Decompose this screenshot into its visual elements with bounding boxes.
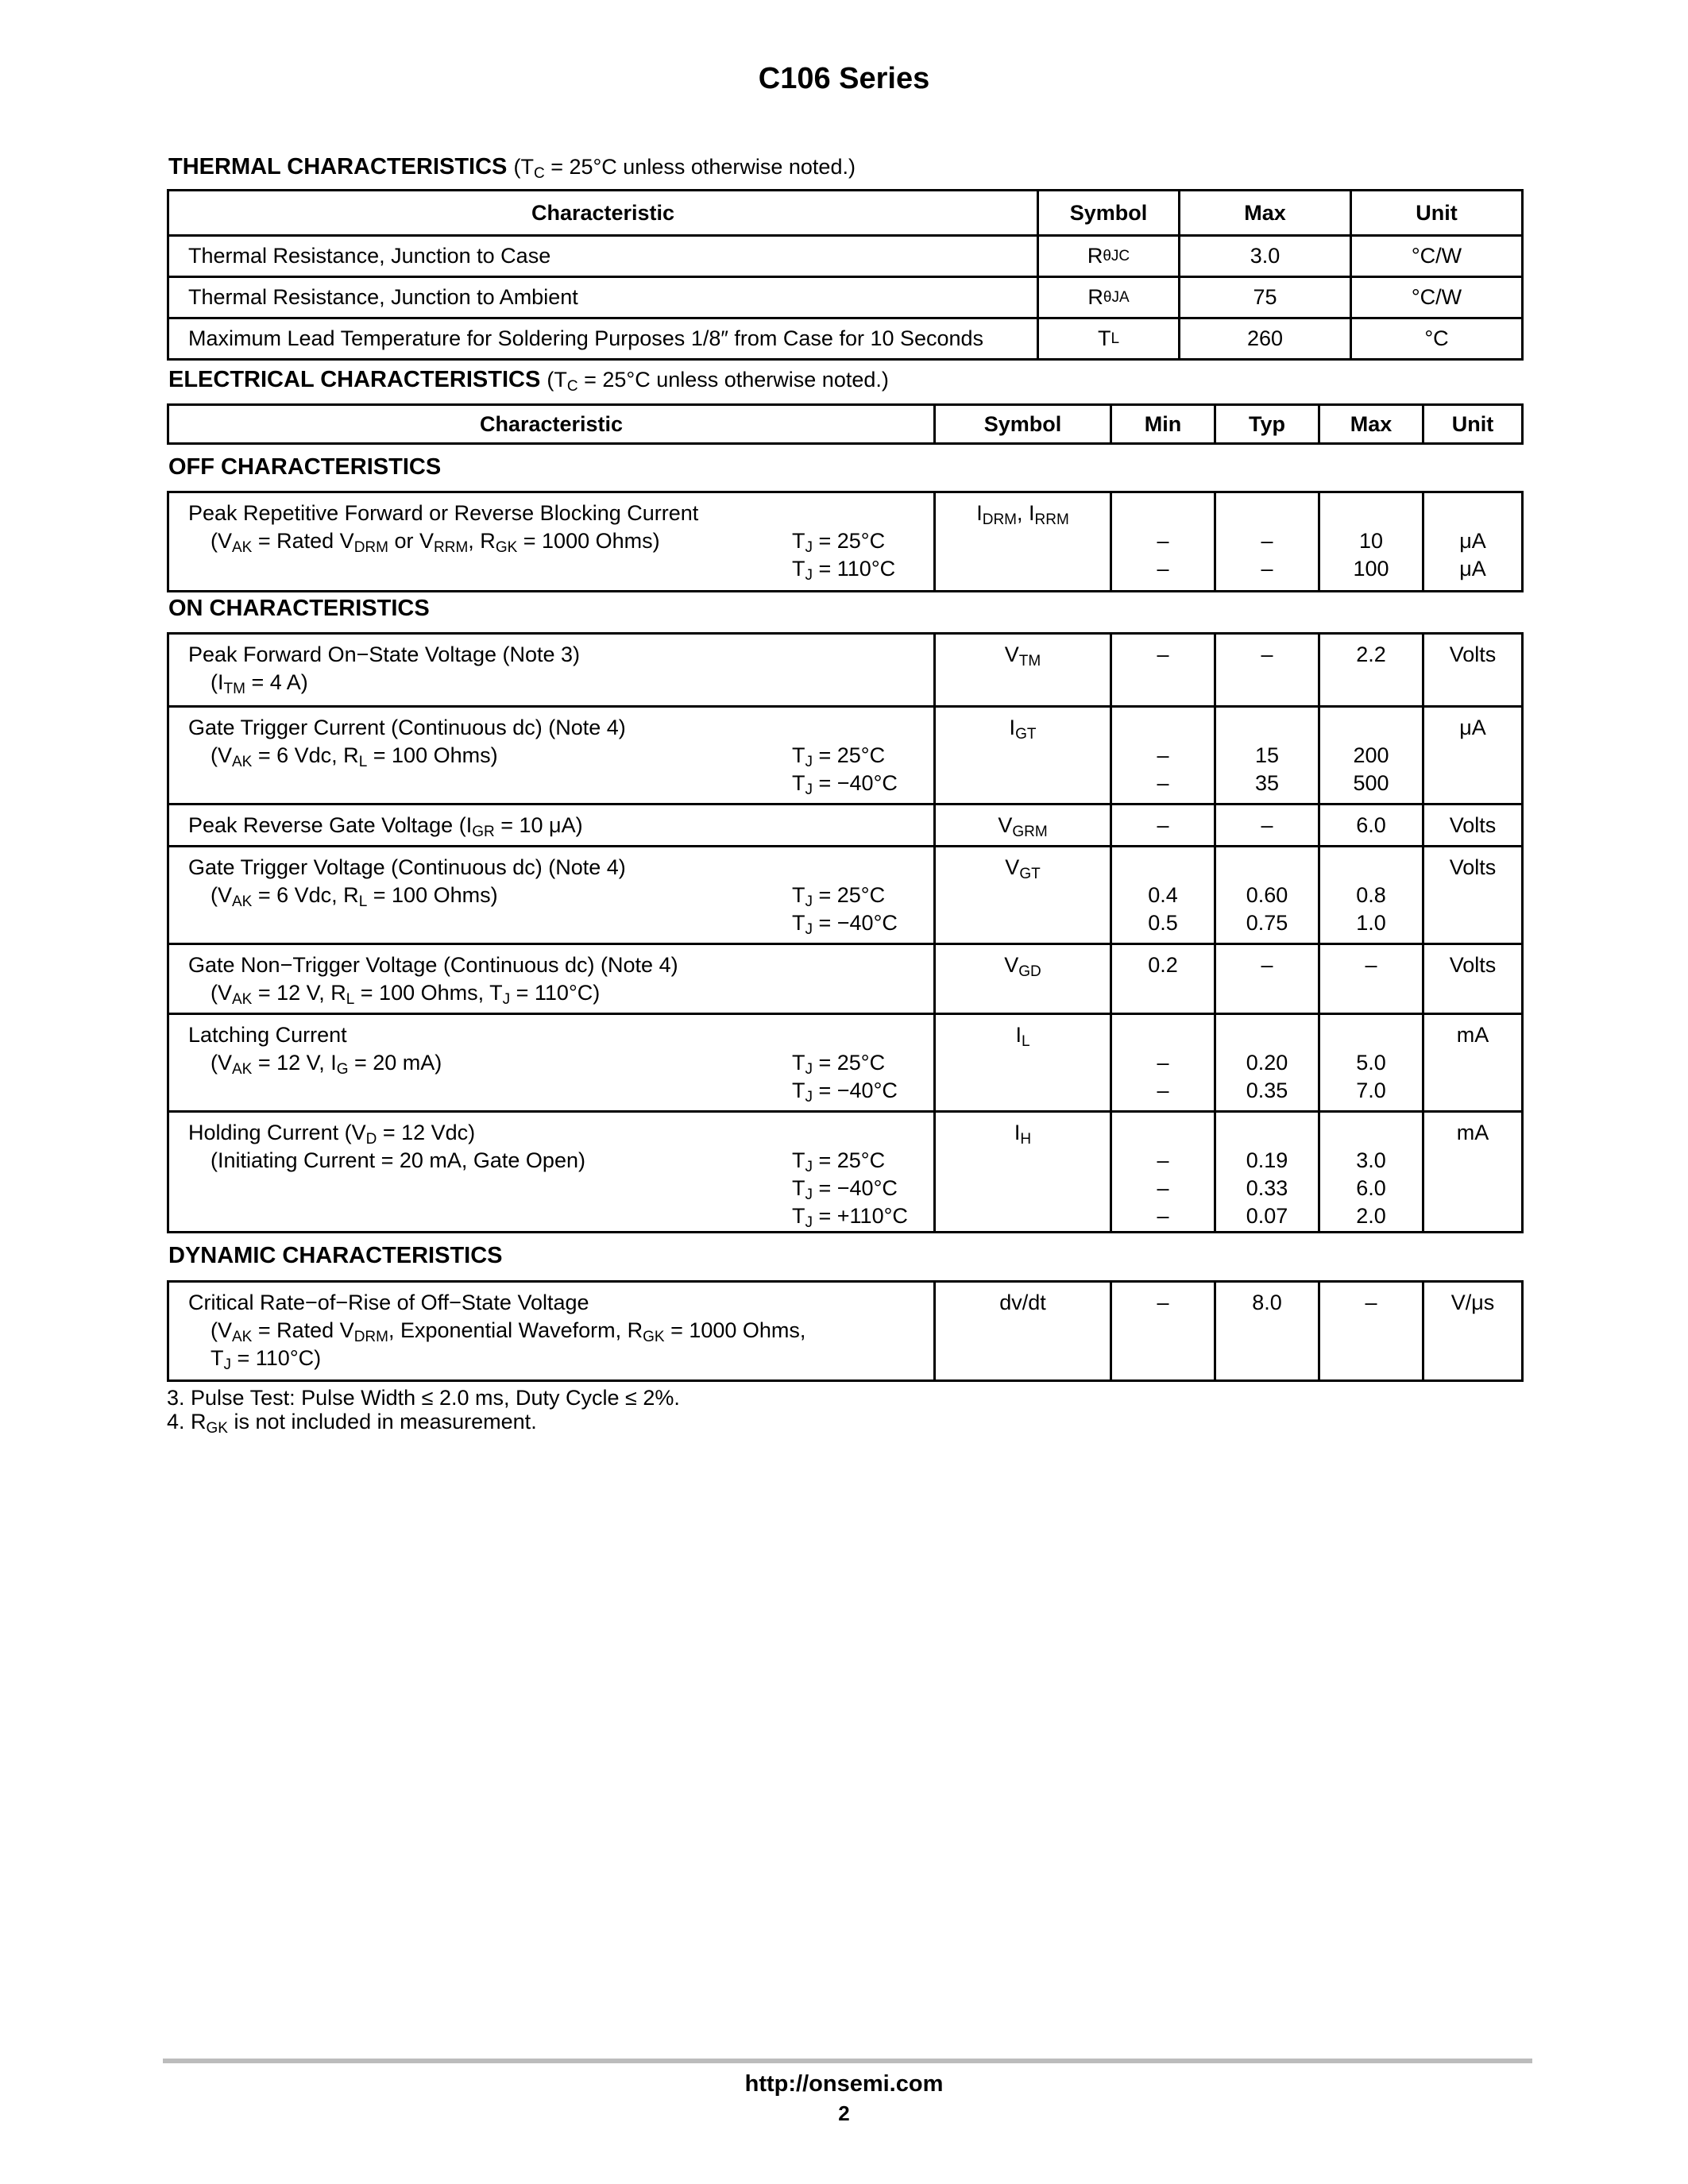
vtm-unit: Volts	[1422, 635, 1521, 705]
table-row	[169, 276, 1521, 317]
table-row	[169, 234, 1521, 276]
off-desc-line-2: ($V_{AK}$ = Rated $V_{DRM}$ or $V_{RRM}$, $R_{GK} = 1000$ Ohms) $T_J = 25^\circ C$	[211, 529, 886, 556]
off-typ: – –	[1214, 493, 1318, 590]
table-row	[169, 493, 1521, 590]
off-symbol: $I_{DRM}$, $I_{RRM}$	[933, 493, 1110, 590]
vgrm-typ: –	[1214, 805, 1318, 845]
off-max: 10 100	[1318, 493, 1422, 590]
vgd-max: –	[1318, 945, 1422, 1013]
vgt-cond-tj-1: $T_J = 25^\circ C$	[792, 883, 886, 910]
igt-unit: μA	[1422, 708, 1521, 803]
vgd-min: 0.2	[1110, 945, 1214, 1013]
dynamic-table	[167, 1280, 1524, 1382]
off-min: – –	[1110, 493, 1214, 590]
il-desc-line-2: ($V_{AK} = 12$ V, $I_G = 20$ mA) $T_J = 25^\circ C$	[211, 1051, 886, 1078]
il-min: – –	[1110, 1015, 1214, 1110]
table-row	[169, 1283, 1521, 1379]
dvdt-min: –	[1110, 1283, 1214, 1379]
thermal-table	[167, 189, 1524, 361]
ih-desc-line-4	[188, 1202, 933, 1230]
elec-col-max: Max	[1318, 406, 1422, 442]
electrical-title-text: ELECTRICAL CHARACTERISTICS	[168, 367, 541, 392]
dvdt-desc-line-3: $T_J = 110^\circ C$)	[211, 1346, 322, 1373]
thermal-symbol: R θJC	[1037, 237, 1178, 276]
vtm-desc-line-2: ($I_{TM} = 4$ A)	[211, 670, 308, 697]
on-table	[167, 632, 1524, 1233]
vtm-desc-line-1: Peak Forward On−State Voltage (Note 3)	[188, 642, 581, 666]
ih-unit: mA	[1422, 1113, 1521, 1231]
ih-desc-line-1: Holding Current ($V_D = 12$ Vdc)	[188, 1121, 476, 1148]
thermal-unit: °C/W	[1350, 278, 1521, 317]
thermal-col-max: Max	[1178, 191, 1350, 234]
vgd-symbol: $V_{GD}$	[933, 945, 1110, 1013]
il-cond-tj-1: $T_J = 25^\circ C$	[792, 1051, 886, 1078]
vgd-unit: Volts	[1422, 945, 1521, 1013]
dvdt-typ: 8.0	[1214, 1283, 1318, 1379]
ih-desc-line-2: (Initiating Current = 20 mA, Gate Open) $T_J = 25^\circ C$	[211, 1148, 886, 1175]
thermal-unit: °C/W	[1350, 237, 1521, 276]
ih-desc-line-3	[188, 1175, 933, 1202]
dvdt-max: –	[1318, 1283, 1422, 1379]
vtm-typ: –	[1214, 635, 1318, 705]
table-row	[169, 803, 1521, 845]
vgt-desc-line-1: Gate Trigger Voltage (Continuous dc) (Note 4)	[188, 855, 626, 879]
vgrm-desc-line-1: Peak Reverse Gate Voltage ($I_{GR} = 10$ μA)	[188, 813, 583, 840]
thermal-col-symbol: Symbol	[1037, 191, 1178, 234]
table-row	[169, 1110, 1521, 1231]
il-symbol: $I_L$	[933, 1015, 1110, 1110]
footnote-4: 4. $R_{GK}$ is not included in measurement.	[167, 1410, 537, 1437]
il-typ: 0.20 0.35	[1214, 1015, 1318, 1110]
il-unit: mA	[1422, 1015, 1521, 1110]
vgt-symbol: $V_{GT}$	[933, 847, 1110, 943]
dvdt-characteristic	[169, 1283, 933, 1379]
off-unit: μA μA	[1422, 493, 1521, 590]
vgt-desc-line-3	[188, 909, 933, 937]
off-characteristic	[169, 493, 933, 590]
elec-col-unit: Unit	[1422, 406, 1521, 442]
off-cond-tj-2: $T_J = 110^\circ C$	[792, 557, 896, 584]
vgd-desc-line-2: ($V_{AK} = 12$ V, $R_L = 100$ Ohms, $T_J = 110^\circ C$)	[211, 981, 601, 1008]
thermal-unit: °C	[1350, 319, 1521, 358]
ih-typ: 0.19 0.33 0.07	[1214, 1113, 1318, 1231]
vtm-min: –	[1110, 635, 1214, 705]
vgd-characteristic	[169, 945, 933, 1013]
thermal-max: 75	[1178, 278, 1350, 317]
igt-cond-tj-2: $T_J = -40^\circ C$	[792, 771, 898, 798]
thermal-col-unit: Unit	[1350, 191, 1521, 234]
on-section-title: ON CHARACTERISTICS	[168, 596, 430, 621]
thermal-title-text: THERMAL CHARACTERISTICS	[168, 154, 508, 179]
thermal-characteristic: Maximum Lead Temperature for Soldering Purposes 1/8″ from Case for 10 Seconds	[188, 326, 984, 350]
dvdt-desc-line-1: Critical Rate−of−Rise of Off−State Voltage	[188, 1291, 589, 1314]
elec-col-symbol: Symbol	[933, 406, 1110, 442]
thermal-max: 260	[1178, 319, 1350, 358]
thermal-max: 3.0	[1178, 237, 1350, 276]
ih-symbol: $I_H$	[933, 1113, 1110, 1231]
elec-col-characteristic: Characteristic	[479, 411, 624, 436]
igt-desc-line-1: Gate Trigger Current (Continuous dc) (Note 4)	[188, 716, 626, 739]
dvdt-unit: V/μs	[1422, 1283, 1521, 1379]
il-desc-line-1: Latching Current	[188, 1023, 347, 1047]
igt-characteristic	[169, 708, 933, 803]
vgrm-characteristic	[169, 805, 933, 845]
vtm-max: 2.2	[1318, 635, 1422, 705]
il-cond-tj-2: $T_J = -40^\circ C$	[792, 1078, 898, 1106]
table-row	[169, 845, 1521, 943]
igt-desc-line-3	[188, 770, 933, 797]
footer-divider	[163, 2059, 1532, 2063]
elec-col-min: Min	[1110, 406, 1214, 442]
igt-cond-tj-1: $T_J = 25^\circ C$	[792, 743, 886, 770]
vgrm-unit: Volts	[1422, 805, 1521, 845]
vgd-desc-line-1: Gate Non−Trigger Voltage (Continuous dc) (Note 4)	[188, 953, 678, 977]
thermal-characteristic: Thermal Resistance, Junction to Case	[188, 244, 551, 268]
il-desc-line-3	[188, 1077, 933, 1105]
vtm-symbol: $V_{TM}$	[933, 635, 1110, 705]
electrical-condition: ($T_C = 25^\circ C$ unless otherwise noted.)	[547, 368, 889, 395]
il-max: 5.0 7.0	[1318, 1015, 1422, 1110]
igt-desc-line-2: ($V_{AK} = 6$ Vdc, $R_L = 100$ Ohms) $T_J = 25^\circ C$	[211, 743, 886, 770]
off-desc-line-3	[188, 555, 933, 583]
igt-max: 200 500	[1318, 708, 1422, 803]
page-title: C106 Series	[758, 62, 930, 95]
footer-url-link[interactable]: http://onsemi.com	[744, 2071, 944, 2097]
footnote-3: 3. Pulse Test: Pulse Width ≤ 2.0 ms, Duty Cycle ≤ 2%.	[167, 1386, 680, 1410]
electrical-section-title	[168, 367, 889, 393]
vgt-typ: 0.60 0.75	[1214, 847, 1318, 943]
electrical-header-table	[167, 403, 1524, 445]
thermal-col-characteristic: Characteristic	[531, 200, 675, 225]
table-row	[169, 705, 1521, 803]
page-number: 2	[838, 2101, 850, 2125]
dvdt-symbol: dv/dt	[933, 1283, 1110, 1379]
vgt-desc-line-2: ($V_{AK} = 6$ Vdc, $R_L = 100$ Ohms) $T_J = 25^\circ C$	[211, 883, 886, 910]
vgrm-max: 6.0	[1318, 805, 1422, 845]
table-row	[169, 943, 1521, 1013]
table-row	[169, 317, 1521, 358]
thermal-header-row	[169, 191, 1521, 234]
igt-min: – –	[1110, 708, 1214, 803]
ih-max: 3.0 6.0 2.0	[1318, 1113, 1422, 1231]
elec-col-typ: Typ	[1214, 406, 1318, 442]
ih-min: – – –	[1110, 1113, 1214, 1231]
ih-characteristic	[169, 1113, 933, 1231]
ih-cond-tj-3: $T_J = +110^\circ C$	[792, 1204, 908, 1231]
off-table	[167, 491, 1524, 592]
thermal-section-title	[168, 154, 856, 180]
vtm-characteristic	[169, 635, 933, 705]
thermal-characteristic: Thermal Resistance, Junction to Ambient	[188, 285, 578, 309]
vgrm-min: –	[1110, 805, 1214, 845]
vgt-max: 0.8 1.0	[1318, 847, 1422, 943]
off-cond-tj-1: $T_J = 25^\circ C$	[792, 529, 886, 556]
dvdt-desc-line-2: ($V_{AK}$ = Rated $V_{DRM}$, Exponential Waveform, $R_{GK} = 1000$ Ohms,	[211, 1318, 806, 1345]
igt-symbol: $I_{GT}$	[933, 708, 1110, 803]
vgrm-symbol: $V_{GRM}$	[933, 805, 1110, 845]
dynamic-section-title: DYNAMIC CHARACTERISTICS	[168, 1243, 503, 1268]
table-row	[169, 1013, 1521, 1110]
thermal-condition: ($T_C = 25^\circ C$ unless otherwise noted.)	[513, 155, 856, 182]
ih-cond-tj-1: $T_J = 25^\circ C$	[792, 1148, 886, 1175]
il-characteristic	[169, 1015, 933, 1110]
thermal-symbol: T L	[1037, 319, 1178, 358]
table-row	[169, 635, 1521, 705]
vgt-characteristic	[169, 847, 933, 943]
vgt-unit: Volts	[1422, 847, 1521, 943]
thermal-symbol: R θJA	[1037, 278, 1178, 317]
vgd-typ: –	[1214, 945, 1318, 1013]
vgt-min: 0.4 0.5	[1110, 847, 1214, 943]
igt-typ: 15 35	[1214, 708, 1318, 803]
ih-cond-tj-2: $T_J = -40^\circ C$	[792, 1176, 898, 1203]
electrical-header-row	[169, 406, 1521, 442]
off-section-title: OFF CHARACTERISTICS	[168, 454, 442, 480]
vgt-cond-tj-2: $T_J = -40^\circ C$	[792, 911, 898, 938]
off-desc-line-1: Peak Repetitive Forward or Reverse Blocking Current	[188, 501, 699, 525]
